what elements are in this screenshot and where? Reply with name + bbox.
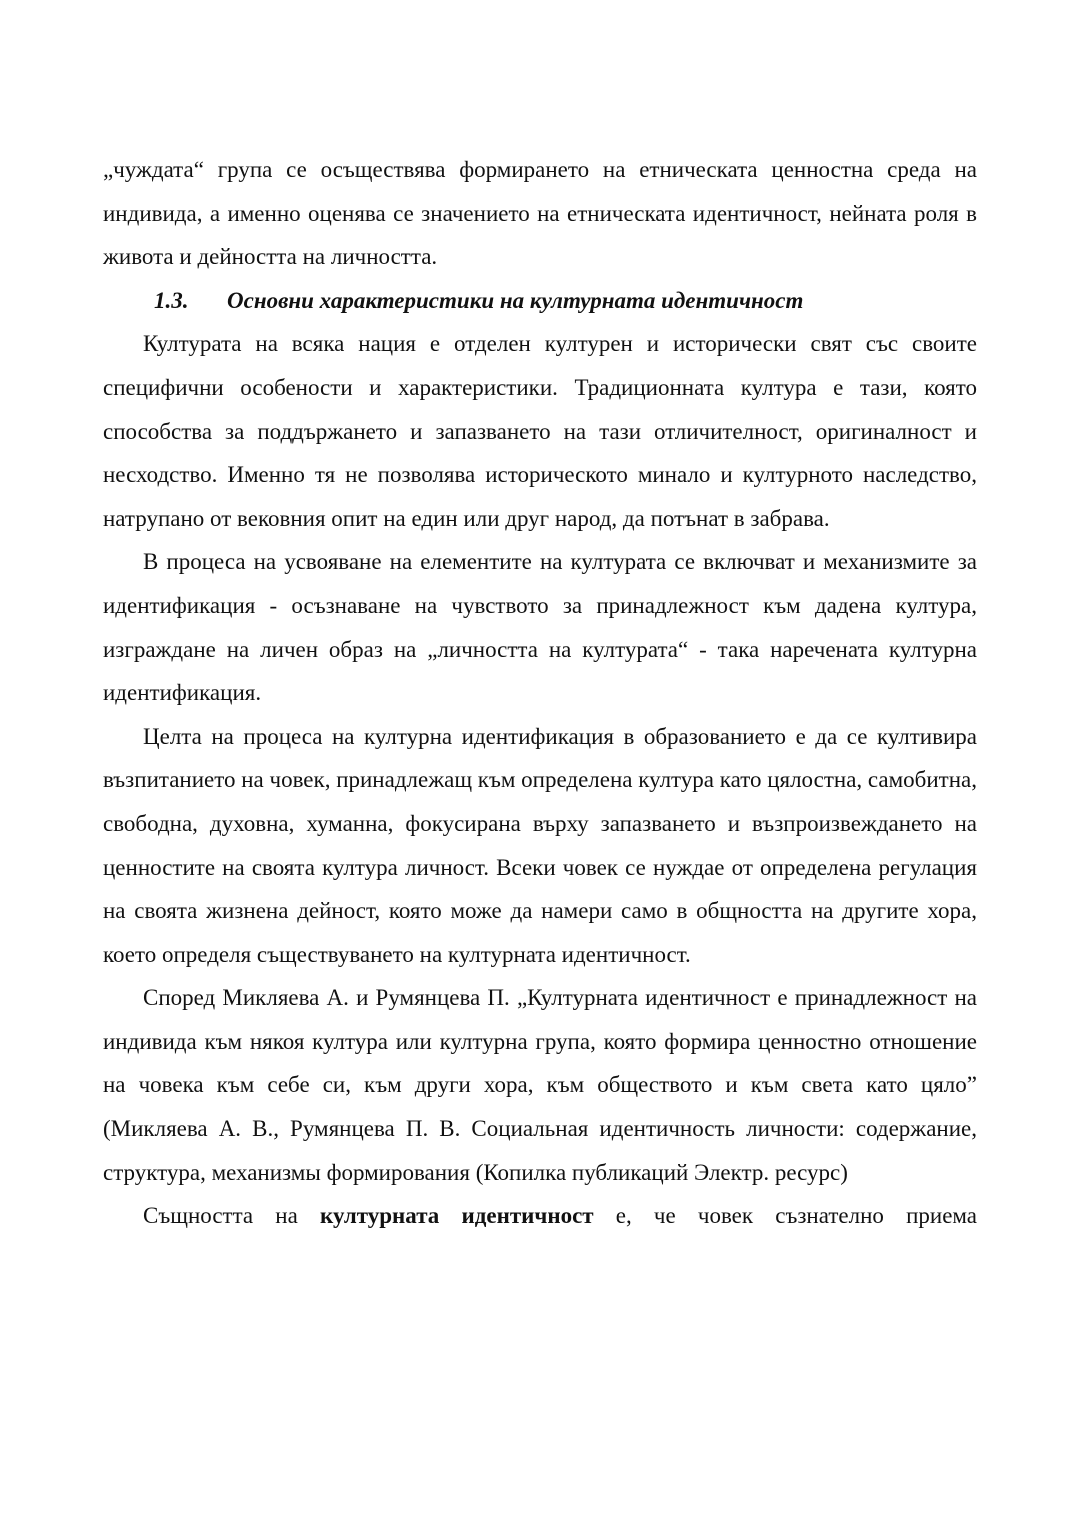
section-heading bbox=[103, 279, 977, 323]
paragraph-essence bbox=[103, 1194, 977, 1238]
document-page bbox=[103, 148, 977, 1238]
paragraph-process: В процеса на усвояване на елементите на културата се включват и механизмите за идентификация - осъзнаване на чувството за принадлежност към дадена култура, изграждане на личен образ на „личността на културата“ - така наречената културна идентификация. bbox=[103, 549, 977, 706]
essence-term: културната идентичност bbox=[320, 1203, 594, 1229]
paragraph-goal: Целта на процеса на културна идентификация в образованието е да се култивира възпитанието на човек, принадлежащ към определена култура като цялостна, самобитна, свободна, духовна, хуманна, фокусирана върху запазването и възпроизвеждането на ценностите на своята култура личност. Всеки човек се нуждае от определена регулация на своята жизнена дейност, която може да намери само в общността на другите хора, което определя съществуването на културната идентичност. bbox=[103, 723, 977, 967]
essence-text-after: е, че човек съзнателно приема bbox=[593, 1203, 978, 1229]
paragraph-continued: „чуждата“ група се осъществява формирането на етническата ценностна среда на индивида, а именно оценява се значението на етническата идентичност, нейната роля в живота и дейността на личността. bbox=[103, 157, 977, 270]
paragraph-culture: Културата на всяка нация е отделен културен и исторически свят със своите специфични особености и характеристики. Традиционната култура е тази, която способства за поддържането и запазването на тази отличителност, оригиналност и несходство. Именно тя не позволява историческото минало и културното наследство, натрупано от вековния опит на един или друг народ, да потънат в забрава. bbox=[103, 331, 977, 531]
essence-text-before: Същността на bbox=[143, 1203, 321, 1229]
section-title: Основни характеристики на културната идентичност bbox=[227, 287, 804, 313]
paragraph-quote: Според Микляева А. и Румянцева П. „Културната идентичност е принадлежност на индивида към някоя култура или културна група, която формира ценностно отношение на човека към себе си, към други хора, към обществото и към света като цяло” (Микляева А. В., Румянцева П. В. Социальная идентичность личности: содержание, структура, механизмы формирования (Копилка публикаций Электр. ресурс) bbox=[103, 985, 977, 1185]
section-number: 1.3. bbox=[154, 287, 189, 313]
